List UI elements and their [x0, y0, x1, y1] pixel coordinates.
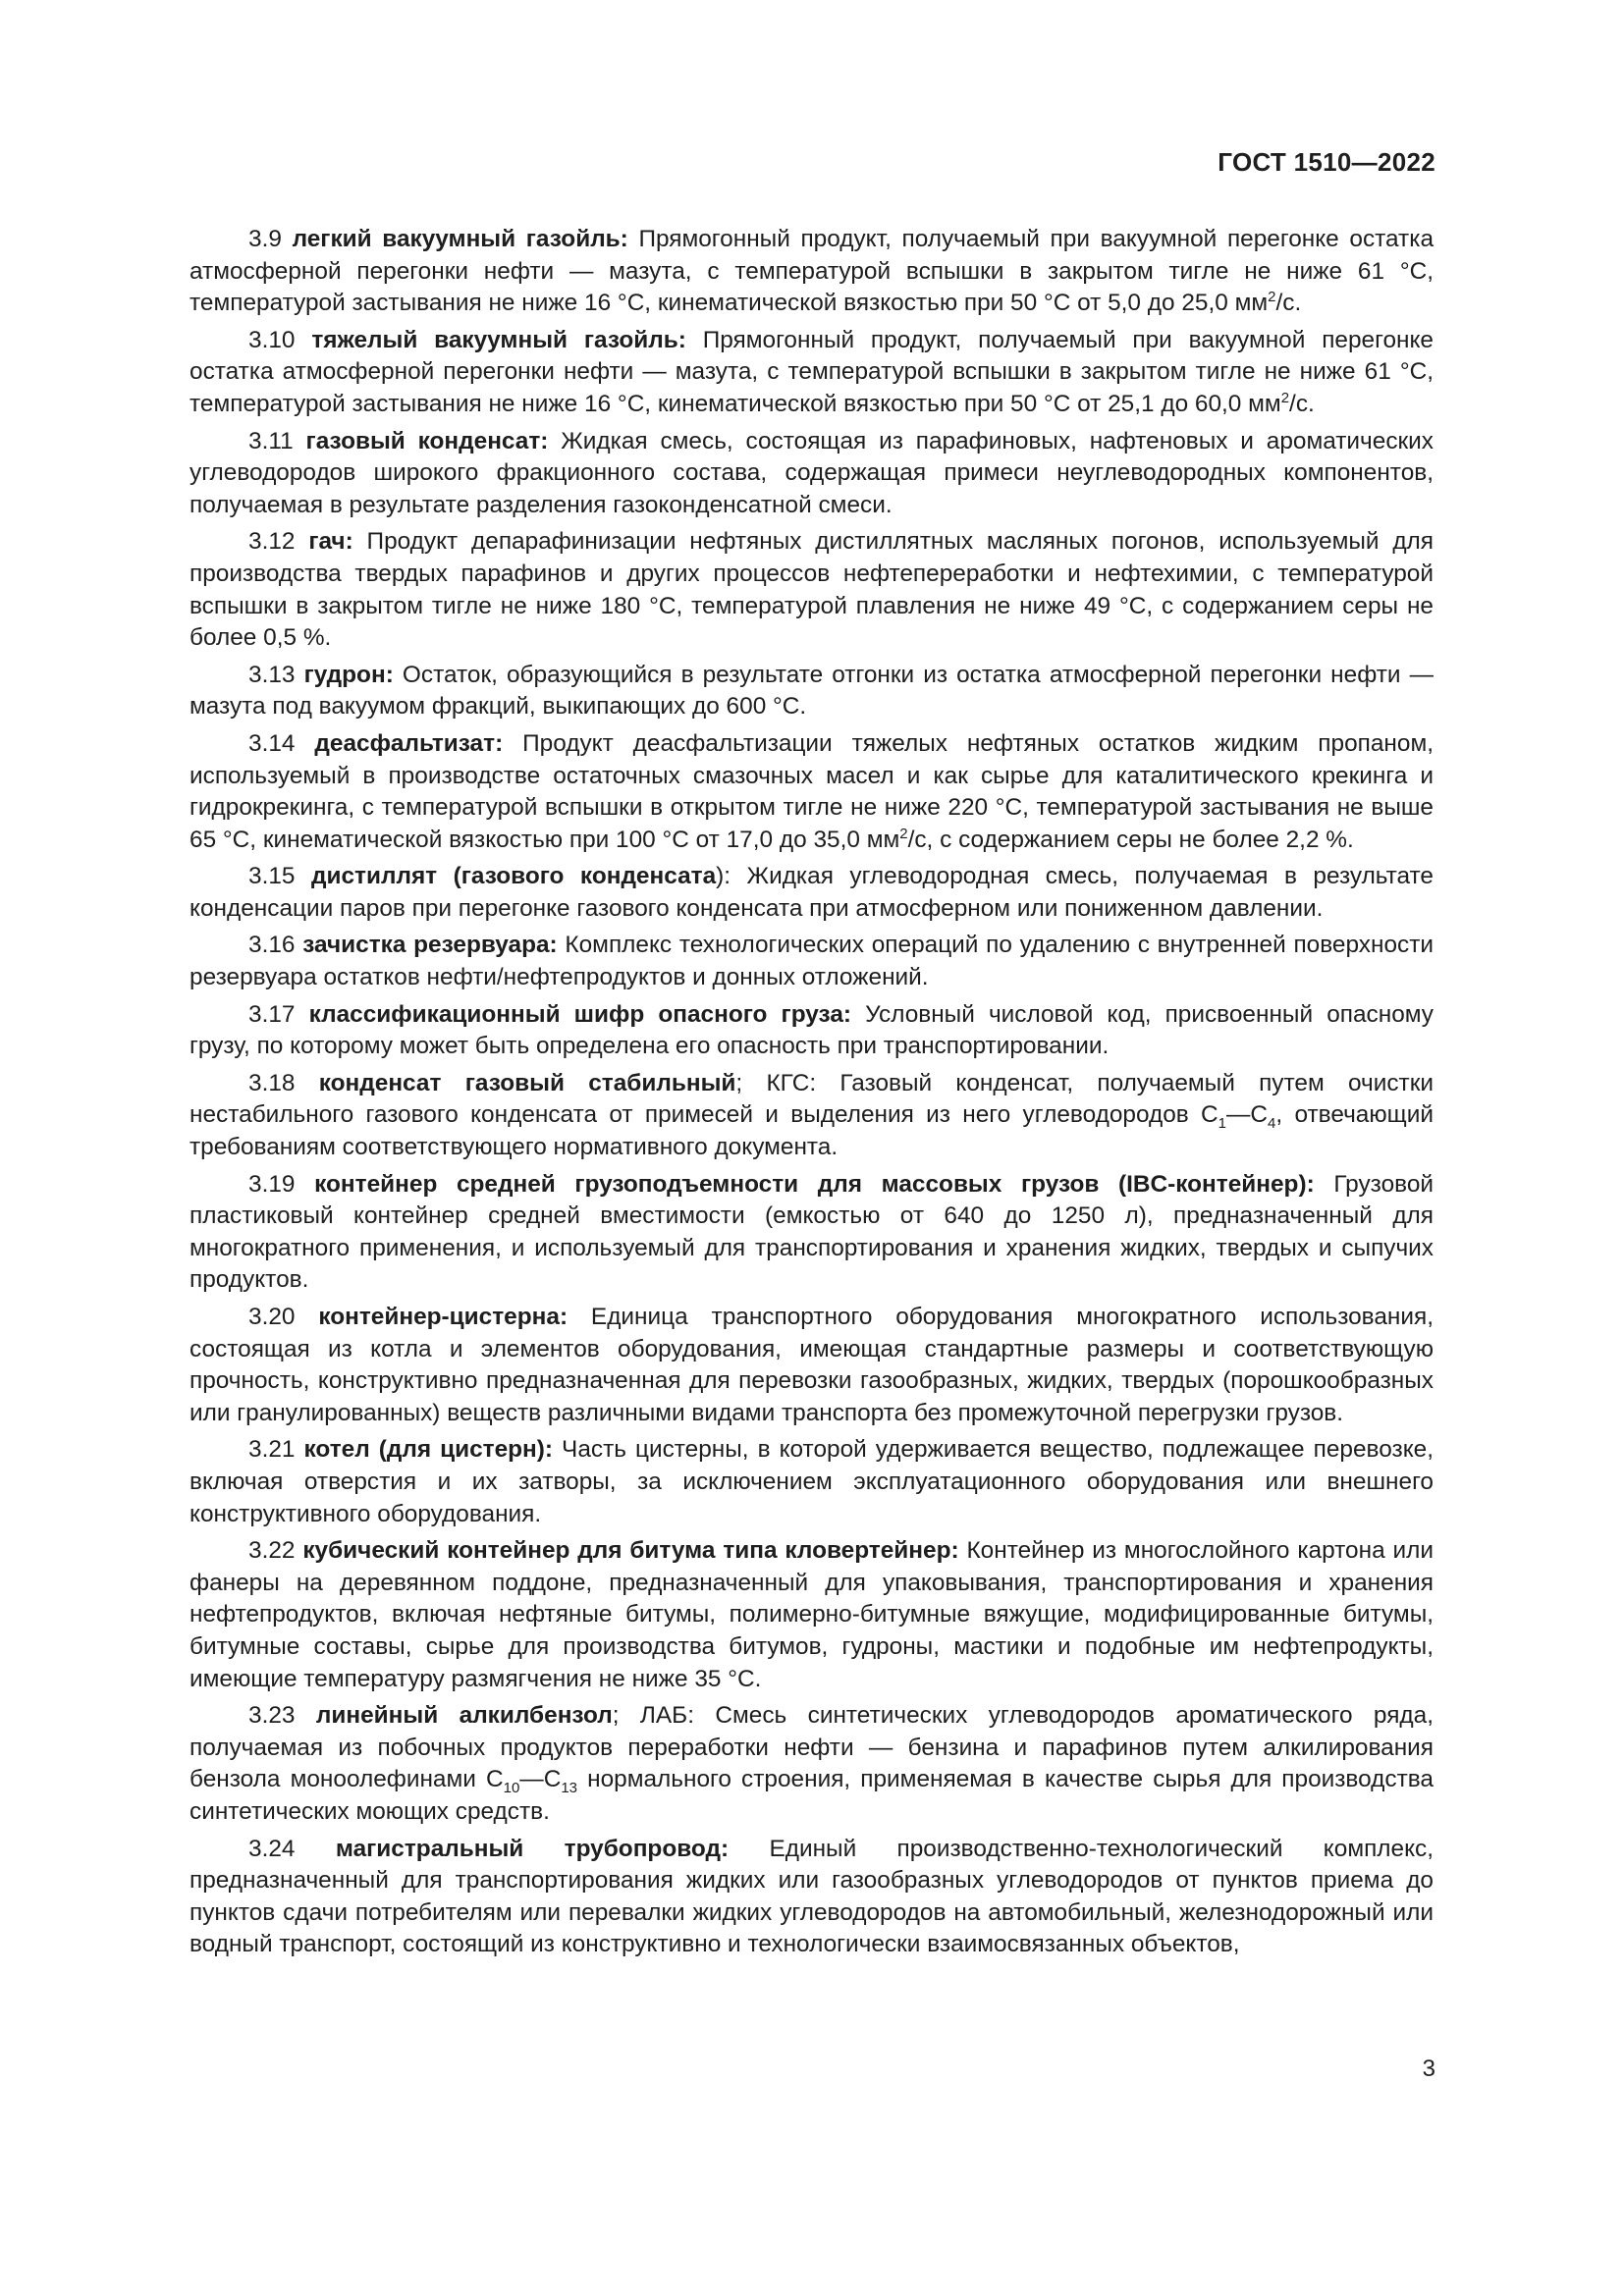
definition-term: контейнер-цистерна: — [318, 1304, 568, 1330]
definition-entry — [189, 1834, 1434, 1961]
definition-text: , отвечающий требованиям соответствующего нормативного документа. — [189, 1101, 1434, 1161]
definition-number: 3.12 — [248, 528, 296, 556]
definition-text: Часть цистерны, в которой удерживается вещество, подлежащее перевозке, включая отверстия и их затворы, за исключением эксплуатационного оборудования или внешнего конструктивного оборудования. — [189, 1436, 1434, 1527]
definition-text: Контейнер из многослойного картона или фанеры на деревянном поддоне, предназначенный для упаковывания, транспортирования и хранения нефтепродуктов, включая нефтяные битумы, полимерно-битумные вяжущие, модифицированные битумы, битумные составы, сырье для производства битумов, гудроны, мастики и подобные им нефтепродукты, имеющие температуру размягчения не ниже 35 °С. — [189, 1537, 1434, 1692]
page-number: 3 — [1422, 2056, 1435, 2082]
definition-text: Жидкая смесь, состоящая из парафиновых, нафтеновых и ароматических углеводородов широкого фракционного состава, содержащая примеси неуглеводородных компонентов, получаемая в результате разделения газоконденсатной смеси. — [189, 427, 1435, 518]
definition-number: 3.14 — [248, 729, 296, 757]
definition-term: котел (для цистерн): — [303, 1436, 554, 1464]
definition-number: 3.22 — [248, 1537, 296, 1565]
definition-entry — [189, 999, 1434, 1063]
definition-text: ; КГС: Газовый конденсат, получаемый путем очистки нестабильного газового конденсата от примесей и выделения из него углеводородов С — [189, 1069, 1435, 1129]
definition-entry — [189, 861, 1434, 925]
definition-number: 3.19 — [248, 1170, 296, 1198]
definition-entry — [189, 426, 1434, 522]
definition-term: конденсат газовый стабильный — [318, 1069, 736, 1096]
definition-text: Комплекс технологических операций по удалению с внутренней поверхности резервуара остатков нефти/нефтепродуктов и донных отложений. — [189, 932, 1435, 991]
subscript: 13 — [561, 1780, 577, 1797]
definition-entry — [189, 1434, 1434, 1530]
document-code-header: ГОСТ 1510—2022 — [1218, 147, 1435, 177]
definition-text: —С — [519, 1766, 562, 1793]
definition-entry — [189, 1535, 1434, 1695]
definition-number: 3.9 — [248, 226, 282, 252]
definition-text: ): Жидкая углеводородная смесь, получаемая в результате конденсации паров при перегонке газового конденсата при атмосферном или пониженном давлении. — [189, 863, 1434, 922]
definition-entry — [189, 1302, 1434, 1429]
definition-term: гудрон: — [303, 661, 394, 688]
definition-number: 3.20 — [248, 1304, 296, 1330]
definition-text: /с. — [1289, 390, 1315, 417]
definition-text: Единый производственно-технологический комплекс, предназначенный для транспортирования жидких или газообразных углеводородов от пунктов приема до пунктов сдачи потребителям или перевалки жидких углеводородов на автомобильный, железнодорожный или водный транспорт, состоящий из конструктивно и технологически взаимосвязанных объектов, — [189, 1835, 1435, 1958]
definition-term: дистиллят (газового конденсата — [310, 863, 717, 890]
definition-entry — [189, 1068, 1434, 1164]
definition-term: линейный алкилбензол — [315, 1702, 613, 1730]
definition-term: классификационный шифр опасного груза: — [308, 1000, 852, 1028]
definition-entry — [189, 660, 1434, 723]
definition-text: /с. — [1275, 290, 1302, 317]
superscript: 2 — [1280, 389, 1290, 406]
definition-entry — [189, 325, 1434, 421]
definition-text: Продукт депарафинизации нефтяных дистиллятных масляных погонов, используемый для производства твердых парафинов и других процессов нефтепереработки и нефтехимии, с температурой вспышки в закрытом тигле не ниже 180 °С, температурой плавления не ниже 49 °С, с содержанием серы не более 0,5 %. — [189, 528, 1434, 652]
definition-number: 3.18 — [248, 1069, 296, 1096]
definition-term: контейнер средней грузоподъемности для массовых грузов (IBC-контейнер): — [314, 1170, 1315, 1198]
subscript: 1 — [1218, 1115, 1227, 1133]
definition-text: ; ЛАБ: Смесь синтетических углеводородов ароматического ряда, получаемая из побочных продуктов переработки нефти — бензина и парафинов путем алкилирования бензола моноолефинами С — [189, 1702, 1434, 1793]
definition-number: 3.15 — [248, 863, 296, 890]
definition-text: Прямогонный продукт, получаемый при вакуумной перегонке остатка атмосферной перегонки нефти — мазута, с температурой вспышки в закрытом тигле не ниже 61 °С, температурой застывания не ниже 16 °С, кинематической вязкостью при 50 °С от 5,0 до 25,0 мм — [189, 226, 1435, 317]
definition-term: тяжелый вакуумный газойль: — [311, 326, 686, 353]
definition-text: Грузовой пластиковый контейнер средней вместимости (емкостью от 640 до 1250 л), предназначенный для многократного применения, и используемый для транспортирования и хранения жидких, твердых и сыпучих продуктов. — [189, 1170, 1435, 1294]
definition-entry — [189, 930, 1434, 993]
definition-term: деасфальтизат: — [314, 729, 504, 757]
definition-text: —С — [1226, 1101, 1269, 1129]
subscript: 4 — [1268, 1115, 1276, 1133]
definition-text: Остаток, образующийся в результате отгонки из остатка атмосферной перегонки нефти — мазута под вакуумом фракций, выкипающих до 600 °С. — [189, 661, 1434, 721]
definition-entry — [189, 526, 1434, 654]
definition-term: газовый конденсат: — [305, 427, 549, 454]
definition-number: 3.17 — [248, 1000, 296, 1028]
definition-entry — [189, 1169, 1434, 1297]
subscript: 10 — [503, 1780, 520, 1797]
definition-entry — [189, 728, 1434, 856]
definition-entry — [189, 1700, 1434, 1828]
definition-text: /с, с содержанием серы не более 2,2 %. — [907, 826, 1354, 853]
superscript: 2 — [899, 825, 908, 842]
definition-term: кубический контейнер для битума типа кловертейнер: — [302, 1537, 959, 1565]
definition-number: 3.10 — [248, 326, 296, 353]
definition-term: легкий вакуумный газойль: — [292, 226, 628, 252]
definition-text: Прямогонный продукт, получаемый при вакуумной перегонке остатка атмосферной перегонки нефти — мазута, с температурой вспышки в закрытом тигле не ниже 61 °С, температурой застывания не ниже 16 °С, кинематической вязкостью при 50 °С от 25,1 до 60,0 мм — [189, 326, 1434, 417]
definitions-list — [189, 224, 1434, 1966]
definition-text: Продукт деасфальтизации тяжелых нефтяных остатков жидким пропаном, используемый в производстве остаточных смазочных масел и как сырье для каталитического крекинга и гидрокрекинга, с температурой вспышки в открытом тигле не ниже 220 °С, температурой застывания не выше 65 °С, кинематической вязкостью при 100 °С от 17,0 до 35,0 мм — [189, 729, 1434, 853]
definition-text: нормального строения, применяемая в качестве сырья для производства синтетических моющих средств. — [189, 1766, 1434, 1825]
definition-text: Единица транспортного оборудования многократного использования, состоящая из котла и элементов оборудования, имеющая стандартные размеры и соответствующую прочность, конструктивно предназначенная для перевозки газообразных, жидких, твердых (порошкообразных или гранулированных) веществ различными видами транспорта без промежуточной перегрузки грузов. — [189, 1304, 1435, 1426]
definition-number: 3.24 — [248, 1835, 296, 1862]
definition-number: 3.21 — [248, 1436, 296, 1464]
definition-term: зачистка резервуара: — [302, 932, 558, 959]
definition-term: гач: — [308, 528, 353, 556]
definition-number: 3.11 — [248, 427, 294, 454]
definition-number: 3.16 — [248, 932, 296, 959]
superscript: 2 — [1268, 289, 1276, 306]
definition-entry — [189, 224, 1434, 320]
definition-text: Условный числовой код, присвоенный опасному грузу, по которому может быть определена его опасность при транспортировании. — [189, 1000, 1434, 1060]
definition-term: магистральный трубопровод: — [335, 1835, 730, 1862]
definition-number: 3.13 — [248, 661, 296, 688]
definition-number: 3.23 — [248, 1702, 296, 1730]
